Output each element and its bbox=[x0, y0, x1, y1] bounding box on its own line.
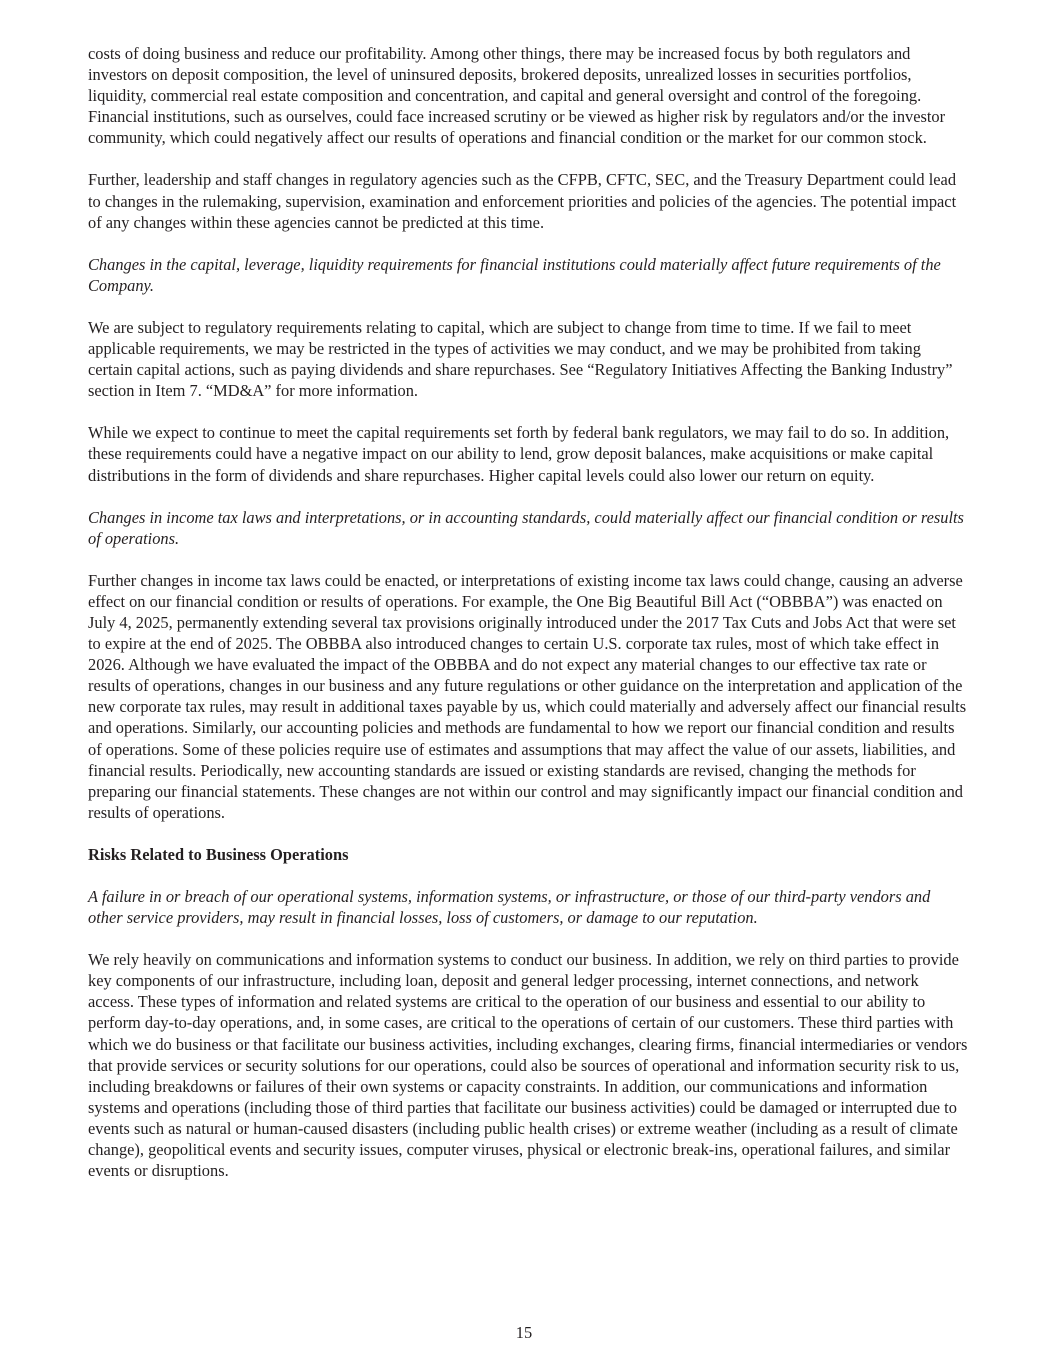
section-heading-business-operations: Risks Related to Business Operations bbox=[88, 844, 349, 864]
paragraph-tax-laws: Further changes in income tax laws could be enacted, or interpretations of existing income tax laws could change, causing an adverse effect on our financial condition or results of operations. For example, the One Big Beautiful Bill Act (“OBBBA”) was enacted on July 4, 2025, permanently extending several tax provisions originally introduced under the 2017 Tax Cuts and Jobs Act that were set to expire at the end of 2025. The OBBBA also introduced changes to certain U.S. corporate tax rules, most of which take effect in 2026. Although we have evaluated the impact of the OBBBA and do not expect any material changes to our effective tax rate or results of operations, changes in our business and any future regulations or other guidance on the interpretation and application of the new corporate tax rules, may result in additional taxes payable by us, which could materially and adversely affect our financial results and operations. Similarly, our accounting policies and methods are fundamental to how we report our financial condition and results of operations. Some of these policies require use of estimates and assumptions that may affect the value of our assets, liabilities, and financial results. Periodically, new accounting standards are issued or existing standards are revised, changing the methods for preparing our financial statements. These changes are not within our control and may significantly impact our financial condition and results of operations. bbox=[88, 570, 967, 822]
paragraph-agency-changes: Further, leadership and staff changes in regulatory agencies such as the CFPB, CFTC, SEC, and the Treasury Department could lead to changes in the rulemaking, supervision, examination and enforcement priorities and policies of the agencies. The potential impact of any changes within these agencies cannot be predicted at this time. bbox=[88, 170, 957, 232]
document-body bbox=[88, 43, 968, 1181]
risk-heading-capital-requirements: Changes in the capital, leverage, liquidity requirements for financial institutions could materially affect future requirements of the Company. bbox=[88, 254, 941, 295]
paragraph-regulatory-scrutiny: costs of doing business and reduce our profitability. Among other things, there may be increased focus by both regulators and investors on deposit composition, the level of uninsured deposits, brokered deposits, unrealized losses in securities portfolios, liquidity, commercial real estate composition and concentration, and capital and general oversight and control of the foregoing. Financial institutions, such as ourselves, could face increased scrutiny or be viewed as higher risk by regulators and/or the investor community, which could negatively affect our results of operations and financial condition or the market for our common stock. bbox=[88, 44, 946, 148]
risk-heading-tax-accounting: Changes in income tax laws and interpretations, or in accounting standards, could materially affect our financial condition or results of operations. bbox=[88, 507, 964, 548]
paragraph-capital-requirements: We are subject to regulatory requirements relating to capital, which are subject to change from time to time. If we fail to meet applicable requirements, we may be restricted in the types of activities we may conduct, and we may be prohibited from taking certain capital actions, such as paying dividends and share repurchases. See “Regulatory Initiatives Affecting the Banking Industry” section in Item 7. “MD&A” for more information. bbox=[88, 317, 953, 401]
paragraph-information-systems: We rely heavily on communications and information systems to conduct our business. In addition, we rely on third parties to provide key components of our infrastructure, including loan, deposit and general ledger processing, internet connections, and network access. These types of information and related systems are critical to the operation of our business and essential to our ability to perform day-to-day operations, and, in some cases, are critical to the operations of certain of our customers. These third parties with which we do business or that facilitate our business activities, including exchanges, clearing firms, financial intermediaries or vendors that provide services or security solutions for our operations, could also be sources of operational and information security risk to us, including breakdowns or failures of their own systems or capacity constraints. In addition, our communications and information systems and operations (including those of third parties that facilitate our business activities) could be damaged or interrupted due to events such as natural or human-caused disasters (including public health crises) or extreme weather (including as a result of climate change), geopolitical events and security issues, computer viruses, physical or electronic break-ins, operational failures, and similar events or disruptions. bbox=[88, 950, 968, 1181]
page-number: 15 bbox=[515, 1323, 533, 1342]
paragraph-capital-impact: While we expect to continue to meet the capital requirements set forth by federal bank regulators, we may fail to do so. In addition, these requirements could have a negative impact on our ability to lend, grow deposit balances, make acquisitions or make capital distributions in the form of dividends and share repurchases. Higher capital levels could also lower our return on equity. bbox=[88, 423, 950, 485]
risk-heading-operational-systems: A failure in or breach of our operational systems, information systems, or infrastructure, or those of our third-party vendors and other service providers, may result in financial losses, loss of customers, or damage to our reputation. bbox=[88, 887, 931, 928]
